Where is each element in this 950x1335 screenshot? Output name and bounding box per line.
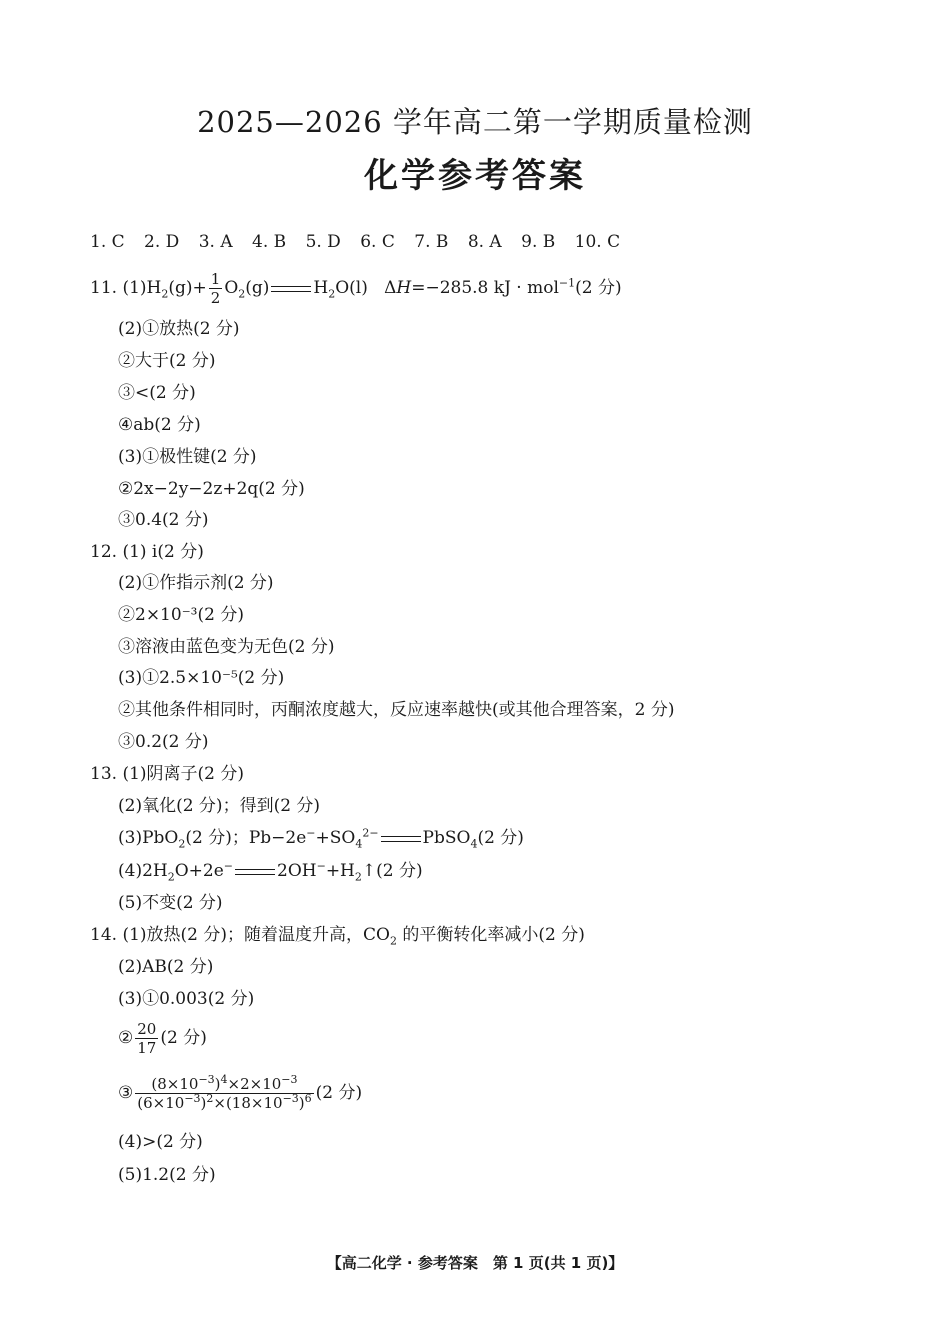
answer-3: 3. A (198, 232, 233, 252)
answer-10: 10. C (574, 232, 621, 252)
q11-line-7: ②2x−2y−2z+2q(2 分) (118, 479, 305, 499)
q11-part1: 11. $(1)H_2(g)+$ $\frac{1}{2}$ $O_2(g)$ $H_2O(l)$ ΔH=−285.8 kJ · mol$^{-1}$(2 分) (90, 270, 622, 307)
answer-6: 6. C (360, 232, 395, 252)
answer-4: 4. B (252, 232, 287, 252)
q12-line-6: ②其他条件相同时，丙酮浓度越大，反应速率越快(或其他合理答案，2 分) (118, 700, 675, 720)
q13-line-1: 13. (1)阴离子(2 分) (90, 764, 245, 784)
answer-2: 2. D (144, 232, 180, 252)
q14-line-4: ② $\frac{20}{17}$ (2 分) (118, 1020, 207, 1057)
q13-line-5: (5)不变(2 分) (118, 893, 223, 913)
answer-8: 8. A (467, 232, 502, 252)
document-title: 2025—2026 学年高二第一学期质量检测 (197, 105, 753, 139)
q11-line-4: ③<(2 分) (118, 383, 196, 403)
answer-5: 5. D (305, 232, 341, 252)
q12-line-5: (3)①2.5×10⁻⁵(2 分) (118, 668, 285, 688)
q14-line-5: ③ $\frac{(8\times 10^{-3})^4\times 2\times 10^{-3}}{(6\times 10^{-3})^2\times(18\times 10^{-3})^6}$ (2 分) (118, 1073, 363, 1112)
q12-line-7: ③0.2(2 分) (118, 732, 209, 752)
q12-line-4: ③溶液由蓝色变为无色(2 分) (118, 637, 335, 657)
q14-line-2: (2)AB(2 分) (118, 957, 214, 977)
page-footer: 【高二化学 · 参考答案 第 1 页(共 1 页)】 (326, 1254, 624, 1272)
q14-line-7: (5)1.2(2 分) (118, 1165, 216, 1185)
q14-line-6: (4)>(2 分) (118, 1132, 203, 1152)
q11-line-8: ③0.4(2 分) (118, 510, 209, 530)
q14-line-1: 14. (1)放热(2 分)；随着温度升高，$CO_2$ 的平衡转化率减小(2 分) (90, 925, 585, 948)
q11-line-2: (2)①放热(2 分) (118, 319, 240, 339)
q12-line-1: 12. (1) ⅰ(2 分) (90, 542, 204, 562)
q12-line-3: ②2×10⁻³(2 分) (118, 605, 244, 625)
q11-line-3: ②大于(2 分) (118, 351, 216, 371)
q13-line-4: $(4)2H_2O+2e^-$ $2OH^-+H_2↑(2$ 分) (118, 859, 423, 884)
q12-line-2: (2)①作指示剂(2 分) (118, 573, 274, 593)
q11-line-6: (3)①极性键(2 分) (118, 447, 257, 467)
document-subtitle: 化学参考答案 (364, 156, 586, 196)
q13-line-2: (2)氧化(2 分)；得到(2 分) (118, 796, 321, 816)
q13-line-3: (3)PbO$_2$(2 分)；$Pb-2e^-+SO_4^{2-}$ PbSO$_4$(2 分) (118, 826, 524, 851)
q11-line-5: ④ab(2 分) (118, 415, 201, 435)
answer-9: 9. B (521, 232, 556, 252)
q14-line-3: (3)①0.003(2 分) (118, 989, 255, 1009)
multiple-choice-answers (90, 231, 634, 253)
answer-1: 1. C (90, 232, 125, 252)
answer-7: 7. B (414, 232, 449, 252)
